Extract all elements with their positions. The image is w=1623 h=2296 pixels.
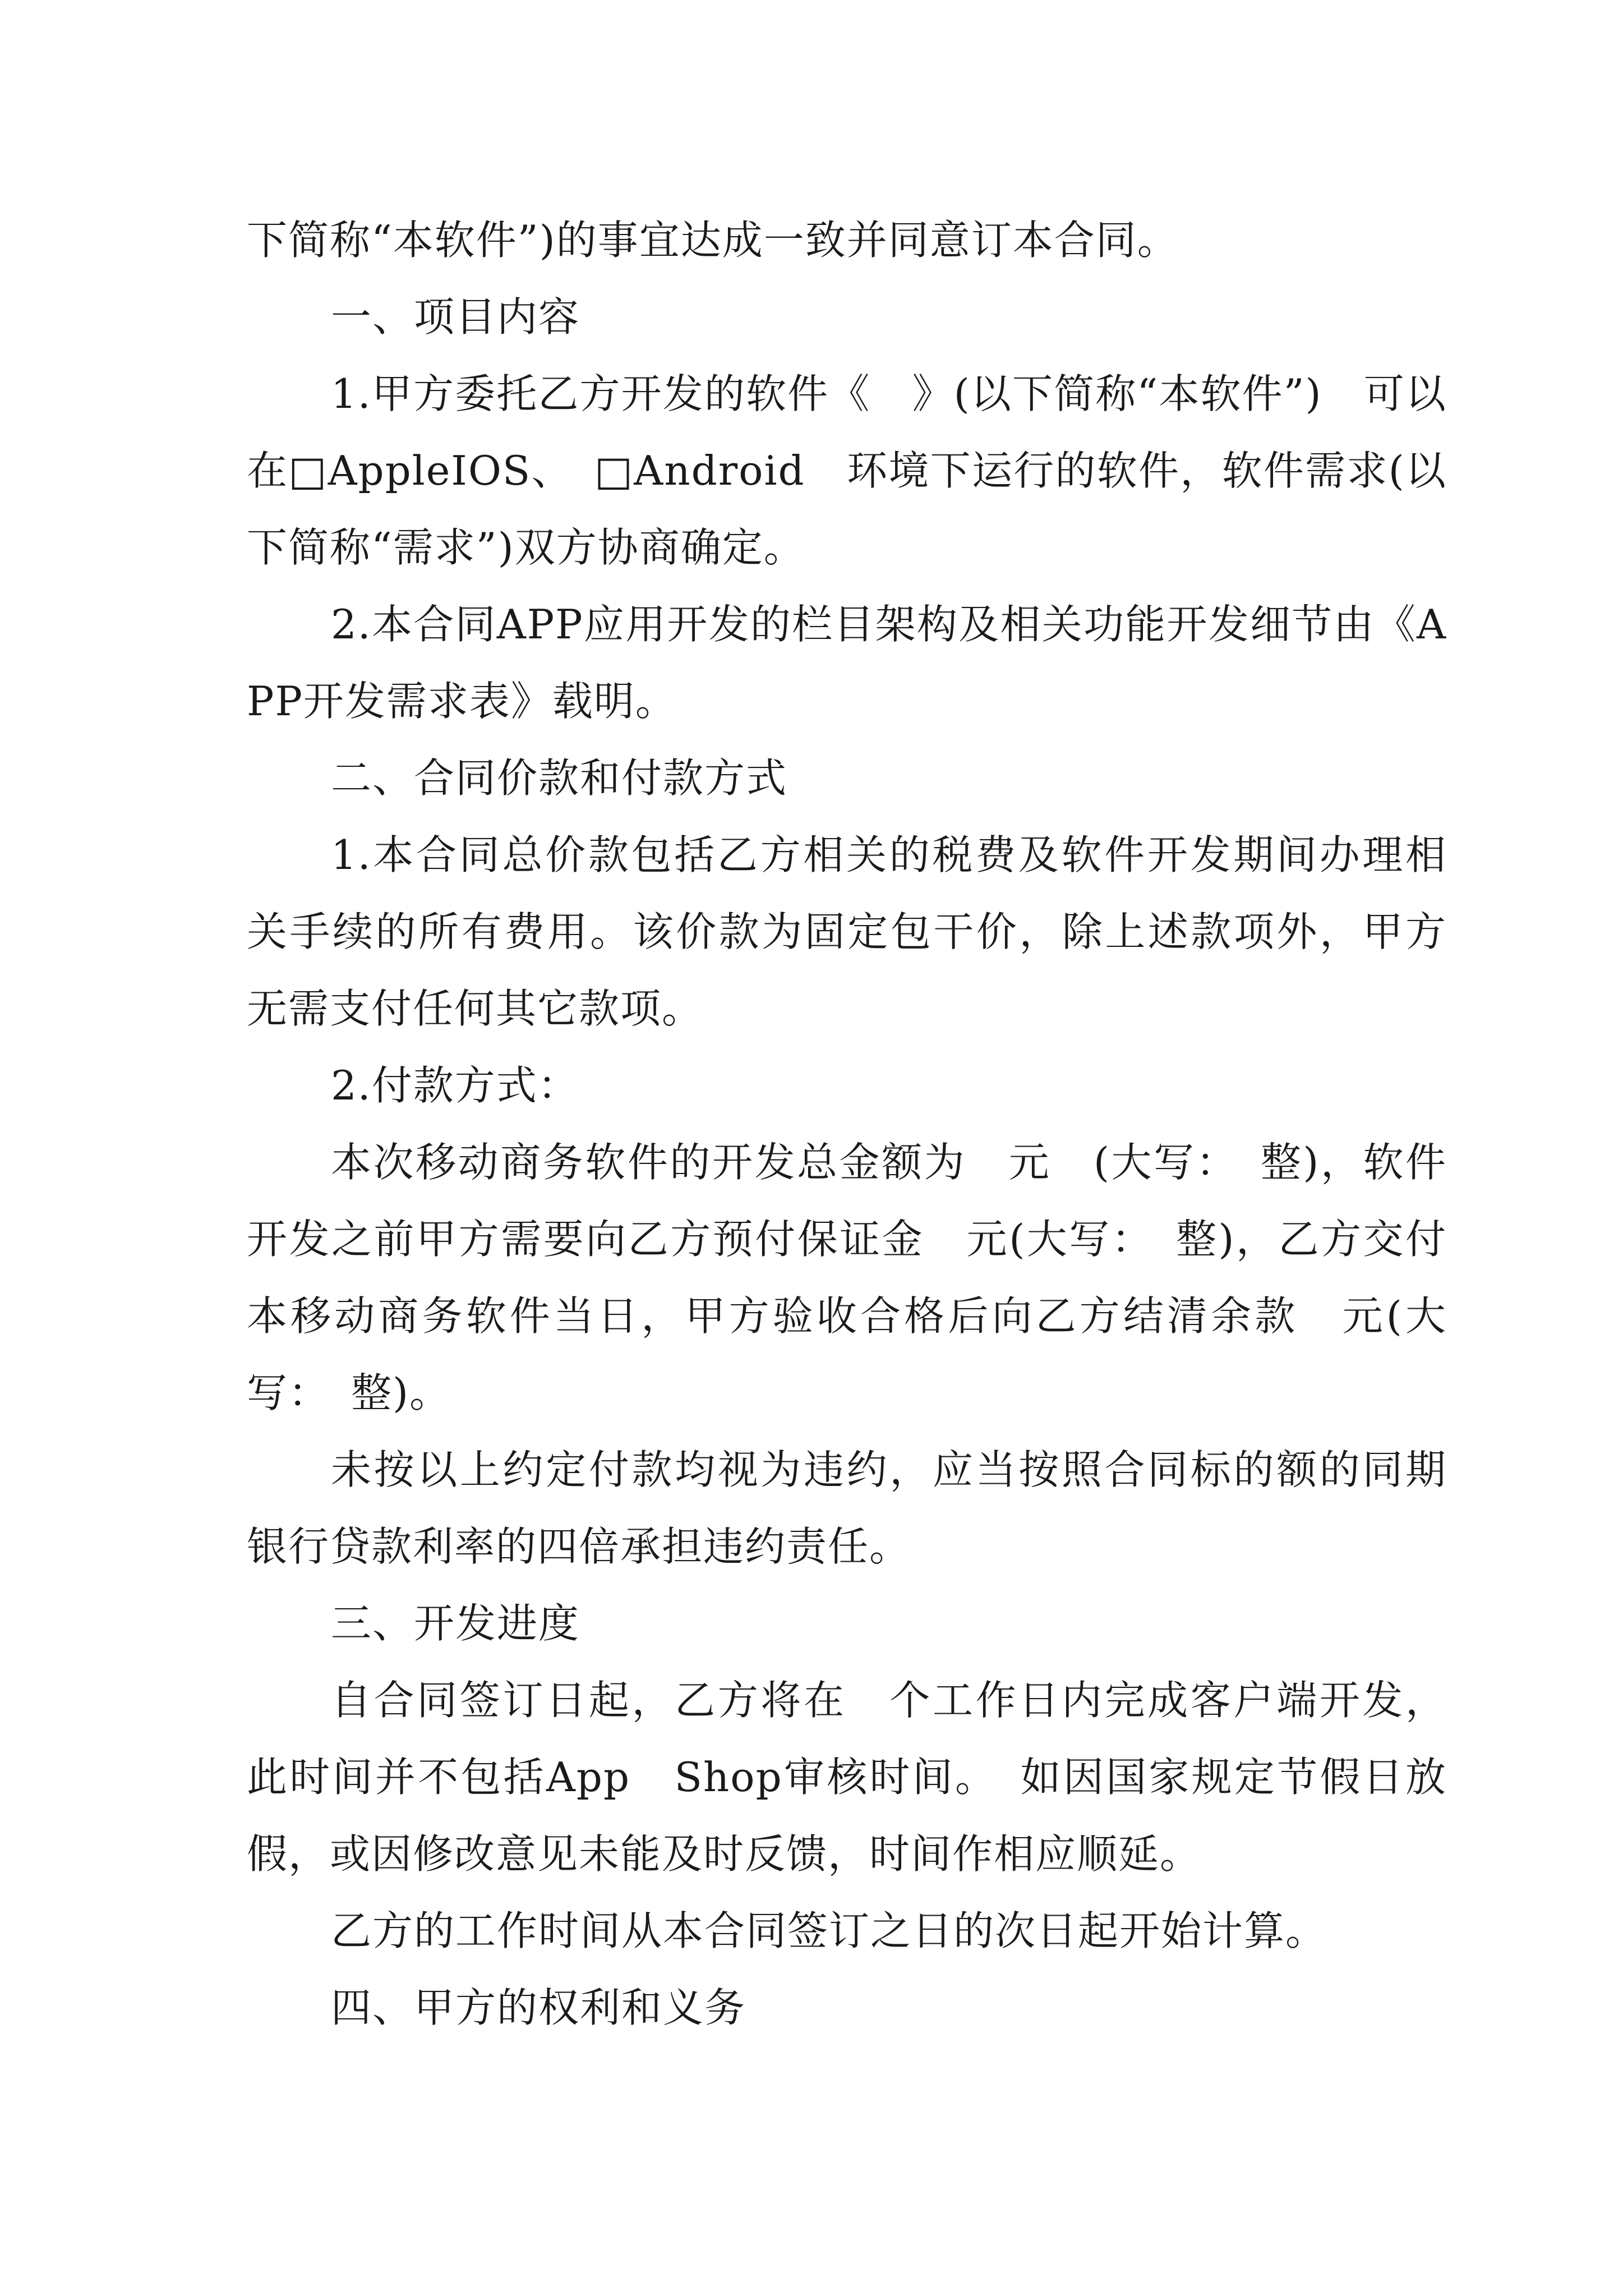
- section-heading: 四、甲方的权利和义务: [331, 1984, 746, 2031]
- paragraph: 本次移动商务软件的开发总金额为 元 (大写： 整)，软件开发之前甲方需要向乙方预付保证金 元(大写： 整)，乙方交付本移动商务软件当日，甲方验收合格后向乙方结清余款 元(大写： 整)。: [247, 1139, 1447, 1416]
- section-heading: 三、开发进度: [331, 1600, 580, 1647]
- section-heading: 二、合同价款和付款方式: [331, 754, 788, 802]
- paragraph: 2.付款方式：: [331, 1062, 579, 1109]
- section-heading: 一、项目内容: [331, 293, 580, 341]
- paragraph: 1.本合同总价款包括乙方相关的税费及软件开发期间办理相关手续的所有费用。该价款为固定包干价，除上述款项外，甲方无需支付任何其它款项。: [247, 831, 1447, 1032]
- paragraph: 2.本合同APP应用开发的栏目架构及相关功能开发细节由《APP开发需求表》载明。: [247, 601, 1447, 725]
- document-body: [247, 202, 1447, 2046]
- paragraph: 1.甲方委托乙方开发的软件《 》(以下简称“本软件”) 可以在□AppleIOS、 □Android 环境下运行的软件，软件需求(以下简称“需求”)双方协商确定。: [247, 370, 1447, 571]
- paragraph: 自合同签订日起，乙方将在 个工作日内完成客户端开发，此时间并不包括App Shop审核时间。 如因国家规定节假日放假，或因修改意见未能及时反馈，时间作相应顺延。: [247, 1677, 1447, 1878]
- paragraph: 未按以上约定付款均视为违约，应当按照合同标的额的同期银行贷款利率的四倍承担违约责任。: [247, 1446, 1447, 1570]
- paragraph: 乙方的工作时间从本合同签订之日的次日起开始计算。: [331, 1907, 1327, 1954]
- paragraph: 下简称“本软件”)的事宜达成一致并同意订本合同。: [247, 217, 1179, 264]
